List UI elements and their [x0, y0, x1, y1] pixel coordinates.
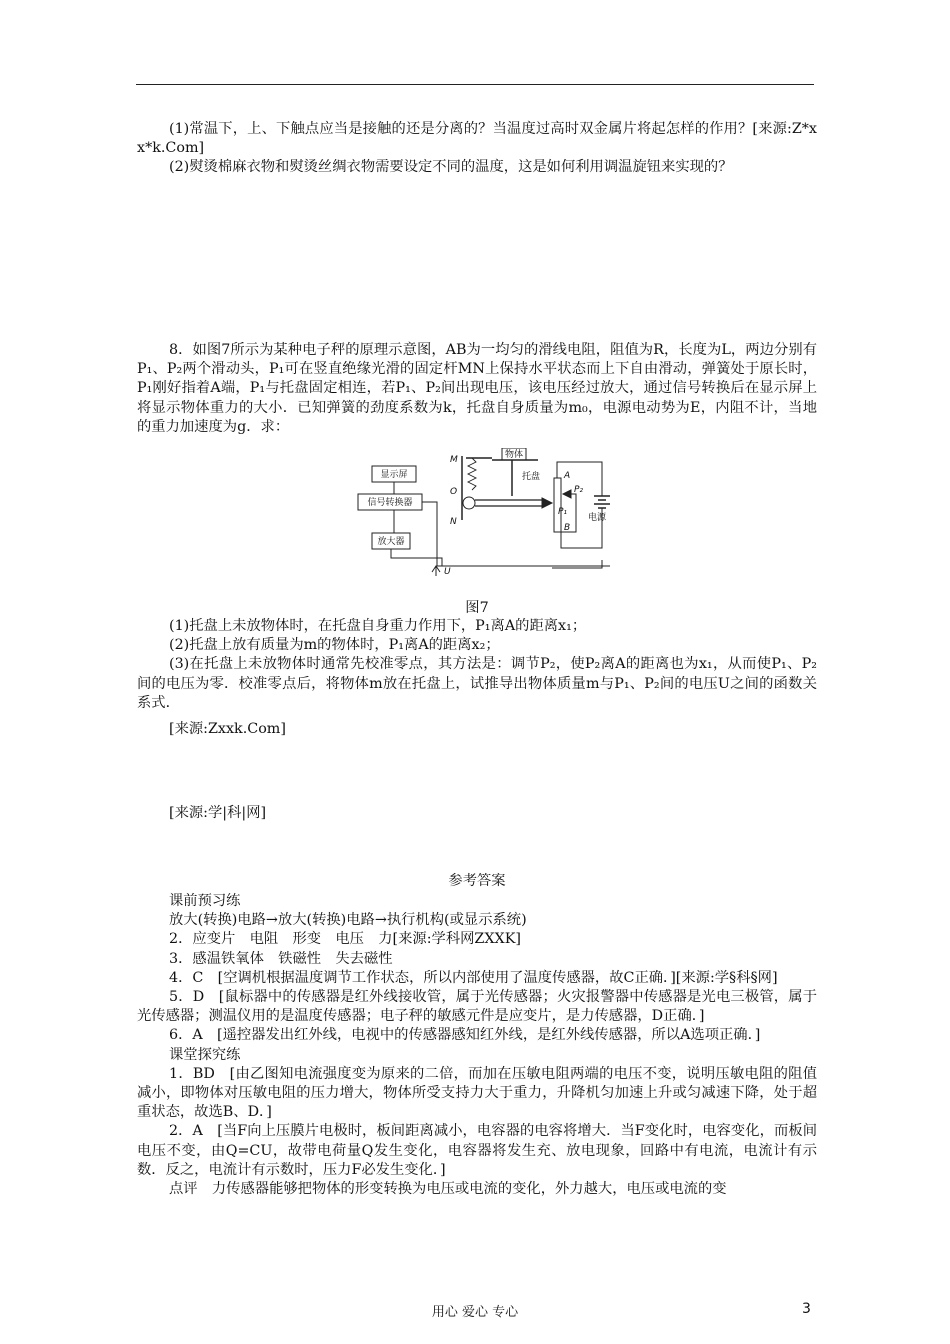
amplifier-label: 放大器	[377, 537, 405, 547]
question7-block	[137, 120, 817, 178]
figure-caption: 图7	[465, 600, 489, 616]
source-text-2: [来源:学|科|网]	[169, 805, 267, 821]
converter-label: 信号转换器	[367, 498, 413, 508]
label-O: O	[450, 487, 458, 497]
footer-slogan: 用心 爱心 专心	[431, 1305, 519, 1320]
answer-line-4: 4．C [空调机根据温度调节工作状态，所以内部使用了温度传感器，故C正确．][来源:学§科§网]	[169, 969, 778, 986]
problem8-sub1: (1)托盘上未放物体时，在托盘自身重力作用下，P₁离A的距离x₁；	[169, 618, 587, 634]
tray-label: 托盘	[522, 472, 541, 482]
power-label: 电源	[588, 513, 607, 523]
electronic-scale-diagram	[352, 448, 610, 578]
problem8-sub2: (2)托盘上放有质量为m的物体时，P₁离A的距离x₂；	[169, 637, 500, 654]
label-A: A	[564, 471, 571, 481]
preview-heading: 课前预习练	[169, 893, 241, 909]
page-number: 3	[802, 1301, 811, 1317]
answer-line-9: 点评 力传感器能够把物体的形变转换为电压或电流的变化，外力越大，电压或电流的变	[169, 1181, 727, 1198]
problem8-subquestions	[137, 617, 817, 713]
problem8-intro: 8．如图7所示为某种电子秤的原理示意图，AB为一均匀的滑线电阻，阻值为R，长度为L，两边分别有P₁、P₂两个滑动头，P₁可在竖直绝缘光滑的固定杆MN上保持水平状态而上下自由滑动，弹簧处于原长时，P₁刚好指着A端，P₁与托盘固定相连，若P₁、P₂间出现电压，该电压经过放大，通过信号转换后在显示屏上将显示物体重力的大小．已知弹簧的劲度系数为k，托盘自身质量为m₀，电源电动势为E，内阻不计，当地的重力加速度为g．求：	[137, 342, 817, 435]
answer-line-1: 放大(转换)电路→放大(转换)电路→执行机构(或显示系统)	[169, 912, 527, 929]
answers-block	[137, 892, 817, 1199]
answer-line-6: 6．A [遥控器发出红外线，电视中的传感器感知红外线，是红外线传感器，所以A选项正确．]	[169, 1027, 761, 1044]
answer-line-3: 3．感温铁氧体 铁磁性 失去磁性	[169, 950, 393, 967]
label-P2: P₂	[574, 485, 584, 495]
class-heading: 课堂探究练	[169, 1046, 241, 1063]
problem8-sub3: (3)在托盘上未放物体时通常先校准零点，其方法是：调节P₂，使P₂离A的距离也为x₁，从而使P₁、P₂间的电压为零．校准零点后，将物体m放在托盘上，试推导出物体质量m与P₁、P₂间的电压U之间的函数关系式．	[137, 656, 817, 711]
label-U: U	[444, 567, 451, 577]
source-note-2	[137, 804, 817, 823]
label-M: M	[450, 455, 458, 465]
answer-line-7: 1．BD [由乙图知电流强度变为原来的二倍，而加在压敏电阻两端的电压不变，说明压敏电阻的阻值减小，即物体对压敏电阻的压力增大，物体所受支持力大于重力，升降机匀加速上升或匀减速下降，处于超重状态，故选B、D．]	[137, 1065, 817, 1121]
answer-line-2: 2．应变片 电阻 形变 电压 力[来源:学科网ZXXK]	[169, 931, 521, 948]
problem8-intro-block	[137, 341, 817, 437]
answer-line-8: 2．A [当F向上压膜片电极时，板间距离减小，电容器的电容将增大．当F变化时，电容变化，而板间电压不变，由Q=CU，故带电荷量Q发生变化，电容器将发生充、放电现象，回路中有电流，电流计有示数．反之，电流计有示数时，压力F必发生变化．]	[137, 1123, 817, 1178]
object-label: 物体	[504, 450, 524, 460]
label-N: N	[450, 517, 457, 527]
source-note-1	[137, 720, 817, 739]
answer-line-5: 5．D [鼠标器中的传感器是红外线接收管，属于光传感器；火灾报警器中传感器是光电三极管，属于光传感器；测温仪用的是温度传感器；电子秤的敏感元件是应变片，是力传感器，D正确．]	[137, 989, 817, 1025]
label-P1: P₁	[558, 507, 568, 517]
question7-part1: (1)常温下，上、下触点应当是接触的还是分离的？当温度过高时双金属片将起怎样的作用？[来源:Z*xx*k.Com]	[137, 121, 817, 157]
answers-title: 参考答案	[448, 873, 506, 889]
label-B: B	[564, 523, 571, 533]
display-label: 显示屏	[380, 470, 408, 480]
question7-part2: (2)熨烫棉麻衣物和熨烫丝绸衣物需要设定不同的温度，这是如何利用调温旋钮来实现的？	[169, 159, 733, 176]
source-text-1: [来源:Zxxk.Com]	[169, 721, 286, 737]
header-rule	[136, 84, 814, 85]
